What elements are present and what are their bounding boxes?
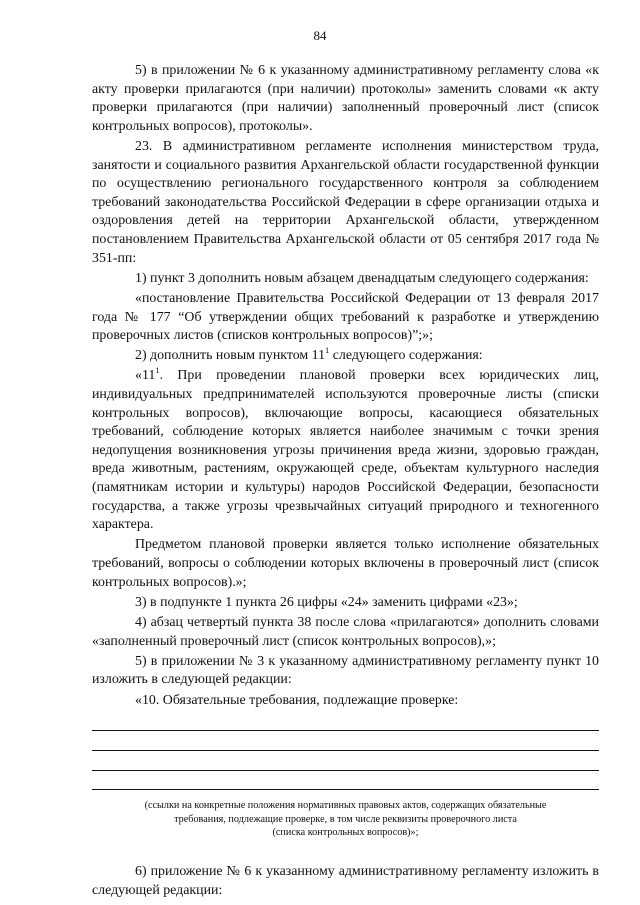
page-number: 84 — [313, 28, 327, 43]
point2-text-before: 2) дополнить новым пунктом 11 — [135, 348, 326, 364]
blank-line — [92, 712, 599, 732]
item11-text-before: «11 — [135, 368, 156, 384]
blank-line — [92, 771, 599, 791]
footnote-caption — [120, 799, 571, 839]
paragraph-point-4: 4) абзац четвертый пункта 38 после слова «прилагаются» дополнить словами «заполненный проверочный лист (список контрольных вопросов),»; — [92, 614, 599, 649]
blank-line — [92, 731, 599, 751]
paragraph-point-5: 5) в приложении № 3 к указанному административному регламенту пункт 10 изложить в следующей редакции: — [92, 653, 599, 688]
blank-line — [92, 751, 599, 771]
item11-superscript: 1 — [155, 364, 160, 375]
footnote-line: требования, подлежащие проверке, в том числе реквизиты проверочного листа — [174, 813, 517, 825]
paragraph-item-11-1 — [92, 364, 599, 534]
item11-text-after: . При проведении плановой проверки всех юридических лиц, индивидуальных предпринимателей используются проверочные листы (списки контрольных вопросов), включающие вопросы, касающиеся обязательных требований, соблюдение которых является наиболее значимым с точки зрения недопущения возникновения угрозы причинения вреда жизни, здоровью граждан, вреда животным, растениям, окружающей среде, объектам культурного наследия (памятникам истории и культуры) народов Российской Федерации, безопасности государства, а также угрозы чрезвычайных ситуаций природного и техногенного характера. — [92, 368, 599, 533]
paragraph-decree-quote: «постановление Правительства Российской Федерации от 13 февраля 2017 года № 177 “Об утверждении общих требований к разработке и утверждению проверочных листов (списков контрольных вопросов)”;»; — [92, 290, 599, 344]
point2-text-after: следующего содержания: — [329, 348, 483, 364]
paragraph-subject-of-inspection: Предметом плановой проверки является только исполнение обязательных требований, вопросы о соблюдении которых включены в проверочный лист (список контрольных вопросов).»; — [92, 537, 599, 590]
point2-superscript: 1 — [325, 344, 330, 355]
paragraph-point-3: 3) в подпункте 1 пункта 26 цифры «24» заменить цифрами «23»; — [135, 594, 518, 610]
paragraph-point-1: 1) пункт 3 дополнить новым абзацем двенадцатым следующего содержания: — [135, 270, 589, 286]
paragraph-point-6: 6) приложение № 6 к указанному административному регламенту изложить в следующей редакции: — [92, 864, 599, 898]
document-body — [92, 62, 599, 902]
paragraph-point-2 — [92, 344, 599, 366]
paragraph-item-23: 23. В административном регламенте исполнения министерством труда, занятости и социального развития Архангельской области государственной функции по осуществлению регионального государственного контроля за соблюдением требований законодательства Российской Федерации в сфере организации отдыха и оздоровления детей на территории Архангельской области, утвержденном постановлением Правительства Архангельской области от 05 сентября 2017 года № 351-пп: — [92, 138, 599, 266]
paragraph-item-10: «10. Обязательные требования, подлежащие проверке: — [135, 692, 459, 708]
footnote-line: (списка контрольных вопросов)»; — [272, 826, 419, 838]
paragraph-appendix6-replace: 5) в приложении № 6 к указанному административному регламенту слова «к акту проверки прилагаются (при наличии) протоколы» заменить словами «к акту проверки прилагаются (при наличии) заполненный проверочный лист (список контрольных вопросов), протоколы». — [92, 63, 599, 134]
footnote-line: (ссылки на конкретные положения нормативных правовых актов, содержащих обязательные — [144, 800, 547, 812]
spacer — [92, 839, 599, 863]
